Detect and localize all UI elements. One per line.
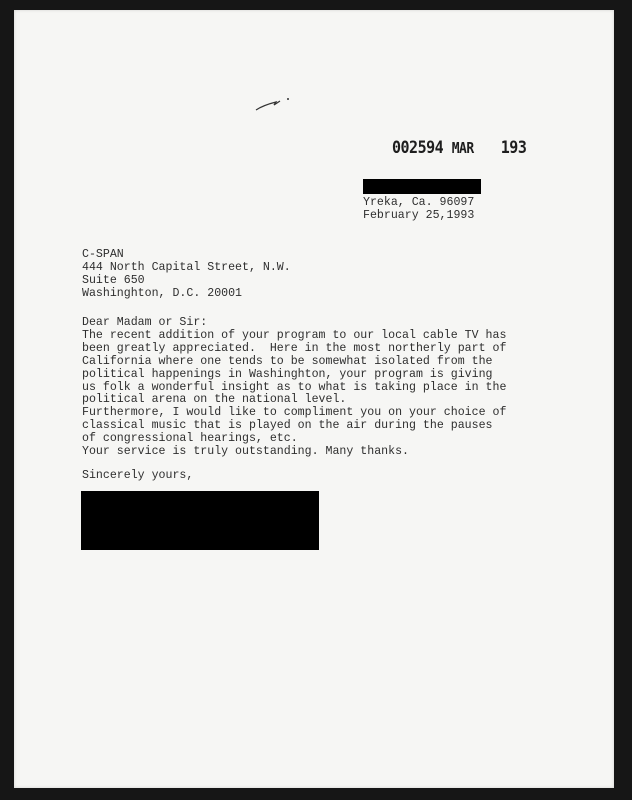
redacted-signature (81, 491, 319, 550)
stamp-number: 002594 (392, 137, 444, 158)
body-line: political arena on the national level. (82, 393, 347, 407)
body-line: The recent addition of your program to our local cable TV has (82, 328, 507, 342)
recipient-line: Suite 650 (82, 273, 145, 287)
received-stamp (392, 137, 526, 158)
recipient-line: C-SPAN (82, 248, 124, 261)
recipient-line: 444 North Capital Street, N.W. (82, 260, 291, 274)
letter-body (82, 317, 506, 459)
body-line: been greatly appreciated. Here in the most northerly part of (82, 341, 507, 355)
body-line: of congressional hearings, etc. (82, 432, 298, 446)
body-line: political happenings in Washinghton, your program is giving (82, 367, 493, 381)
recipient-line: Washinghton, D.C. 20001 (82, 286, 243, 300)
pen-mark (254, 96, 304, 116)
redacted-sender-name (363, 179, 481, 194)
stamp-day: 193 (500, 137, 527, 158)
body-line: Furthermore, I would like to compliment you on your choice of (82, 406, 507, 420)
recipient-address (82, 249, 291, 301)
body-line: California where one tends to be somewhat isolated from the (82, 354, 493, 368)
letter-date: February 25,1993 (363, 209, 475, 222)
body-line: classical music that is played on the air during the pauses (82, 419, 493, 433)
letter-page (14, 10, 614, 788)
salutation: Dear Madam or Sir: (82, 316, 208, 329)
closing: Sincerely yours, (82, 469, 194, 482)
body-line: us folk a wonderful insight as to what is taking place in the (82, 380, 507, 394)
body-line: Your service is truly outstanding. Many thanks. (82, 445, 409, 459)
stamp-month: MAR (451, 140, 474, 158)
sender-city: Yreka, Ca. 96097 (363, 196, 475, 209)
